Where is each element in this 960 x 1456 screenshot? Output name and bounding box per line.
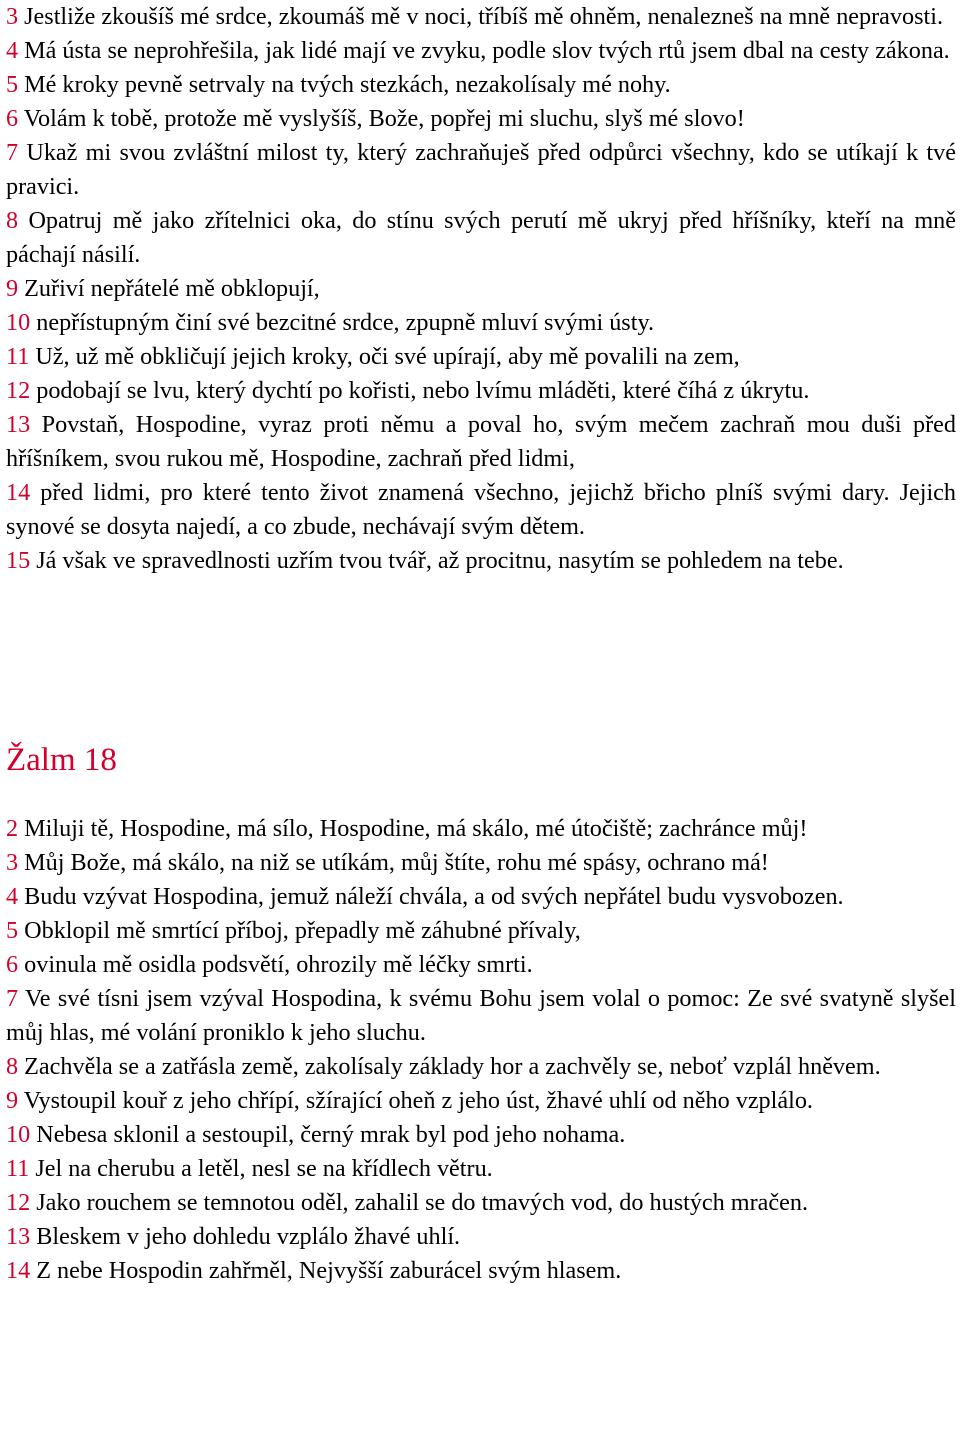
verse-number: 12 <box>6 377 31 404</box>
verse <box>6 544 956 578</box>
verse <box>6 982 956 1050</box>
verse-text: Z nebe Hospodin zahřměl, Nejvyšší zaburácel svým hlasem. <box>30 1257 622 1284</box>
verse-number: 3 <box>6 849 19 876</box>
verse-text: Zuřiví nepřátelé mě obklopují, <box>18 275 320 302</box>
verse <box>6 306 956 340</box>
verse-number: 2 <box>6 815 19 842</box>
verse-number: 3 <box>6 3 19 30</box>
verse-number: 8 <box>6 1053 19 1080</box>
verse-text: Povstaň, Hospodine, vyraz proti němu a poval ho, svým mečem zachraň mou duši před hříšníkem, svou rukou mě, Hospodine, zachraň před lidmi, <box>6 411 956 472</box>
verse <box>6 1220 956 1254</box>
verse-text: Opatruj mě jako zřítelnici oka, do stínu svých perutí mě ukryj před hříšníky, kteří na mně páchají násilí. <box>6 207 956 268</box>
verse <box>6 812 956 846</box>
verse-number: 14 <box>6 479 31 506</box>
verse <box>6 1254 956 1288</box>
psalm-18-section <box>6 812 956 1288</box>
verse-number: 12 <box>6 1189 31 1216</box>
verse-number: 5 <box>6 71 19 98</box>
verse <box>6 1186 956 1220</box>
verse-text: Vystoupil kouř z jeho chřípí, sžírající oheň z jeho úst, žhavé uhlí od něho vzplálo. <box>18 1087 813 1114</box>
verse-number: 11 <box>6 1155 30 1182</box>
verse <box>6 948 956 982</box>
verse <box>6 136 956 204</box>
verse-text: Ve své tísni jsem vzýval Hospodina, k svému Bohu jsem volal o pomoc: Ze své svatyně slyšel můj hlas, mé volání proniklo k jeho sluchu. <box>6 985 956 1046</box>
verse-number: 14 <box>6 1257 31 1284</box>
verse-text: Já však ve spravedlnosti uzřím tvou tvář, až procitnu, nasytím se pohledem na tebe. <box>30 547 844 574</box>
verse-text: Můj Bože, má skálo, na niž se utíkám, můj štíte, rohu mé spásy, ochrano má! <box>18 849 769 876</box>
verse <box>6 846 956 880</box>
verse-text: Jako rouchem se temnotou oděl, zahalil se do tmavých vod, do hustých mračen. <box>30 1189 809 1216</box>
psalm-heading: Žalm 18 <box>6 742 117 778</box>
verse <box>6 34 956 68</box>
verse-text: před lidmi, pro které tento život znamená všechno, jejichž břicho plníš svými dary. Jejich synové se dosyta najedí, a co zbude, nechávají svým dětem. <box>6 479 956 540</box>
verse-number: 7 <box>6 139 19 166</box>
verse <box>6 272 956 306</box>
psalm-17-section <box>6 0 956 578</box>
verse-number: 8 <box>6 207 19 234</box>
verse-number: 4 <box>6 883 19 910</box>
verse-text: Budu vzývat Hospodina, jemuž náleží chvála, a od svých nepřátel budu vysvobozen. <box>18 883 844 910</box>
verse <box>6 476 956 544</box>
verse <box>6 204 956 272</box>
verse <box>6 914 956 948</box>
verse-text: Mé kroky pevně setrvaly na tvých stezkách, nezakolísaly mé nohy. <box>18 71 671 98</box>
verse-number: 6 <box>6 105 19 132</box>
verse-text: podobají se lvu, který dychtí po kořisti, nebo lvímu mláděti, které číhá z úkrytu. <box>30 377 810 404</box>
verse-text: ovinula mě osidla podsvětí, ohrozily mě léčky smrti. <box>18 951 533 978</box>
verse <box>6 880 956 914</box>
verse-text: Jestliže zkoušíš mé srdce, zkoumáš mě v noci, tříbíš mě ohněm, nenalezneš na mně nepravosti. <box>18 3 944 30</box>
verse-text: Už, už mě obkličují jejich kroky, oči své upírají, aby mě povalili na zem, <box>29 343 740 370</box>
verse-number: 7 <box>6 985 19 1012</box>
verse <box>6 408 956 476</box>
verse-text: Zachvěla se a zatřásla země, zakolísaly základy hor a zachvěly se, neboť vzplál hněvem. <box>18 1053 881 1080</box>
verse <box>6 340 956 374</box>
verse-text: Bleskem v jeho dohledu vzplálo žhavé uhlí. <box>30 1223 461 1250</box>
verse-text: Obklopil mě smrtící příboj, přepadly mě záhubné přívaly, <box>18 917 581 944</box>
verse-number: 9 <box>6 1087 19 1114</box>
verse-number: 6 <box>6 951 19 978</box>
verse <box>6 374 956 408</box>
verse-number: 11 <box>6 343 30 370</box>
verse-number: 10 <box>6 1121 31 1148</box>
verse-number: 9 <box>6 275 19 302</box>
verse-text: Volám k tobě, protože mě vyslyšíš, Bože, popřej mi sluchu, slyš mé slovo! <box>18 105 745 132</box>
verse <box>6 102 956 136</box>
verse <box>6 0 956 34</box>
verse-text: Má ústa se neprohřešila, jak lidé mají ve zvyku, podle slov tvých rtů jsem dbal na cesty zákona. <box>18 37 950 64</box>
verse <box>6 1084 956 1118</box>
verse-number: 5 <box>6 917 19 944</box>
verse-text: Miluji tě, Hospodine, má sílo, Hospodine, má skálo, mé útočiště; zachránce můj! <box>18 815 808 842</box>
verse <box>6 68 956 102</box>
verse-number: 13 <box>6 411 31 438</box>
verse-text: nepřístupným činí své bezcitné srdce, zpupně mluví svými ústy. <box>30 309 655 336</box>
verse <box>6 1118 956 1152</box>
verse-text: Ukaž mi svou zvláštní milost ty, který zachraňuješ před odpůrci všechny, kdo se utíkají k tvé pravici. <box>6 139 956 200</box>
verse-number: 13 <box>6 1223 31 1250</box>
verse-number: 10 <box>6 309 31 336</box>
verse <box>6 1152 956 1186</box>
verse-text: Jel na cherubu a letěl, nesl se na křídlech větru. <box>29 1155 493 1182</box>
verse-number: 4 <box>6 37 19 64</box>
verse-number: 15 <box>6 547 31 574</box>
verse <box>6 1050 956 1084</box>
verse-text: Nebesa sklonil a sestoupil, černý mrak byl pod jeho nohama. <box>30 1121 626 1148</box>
